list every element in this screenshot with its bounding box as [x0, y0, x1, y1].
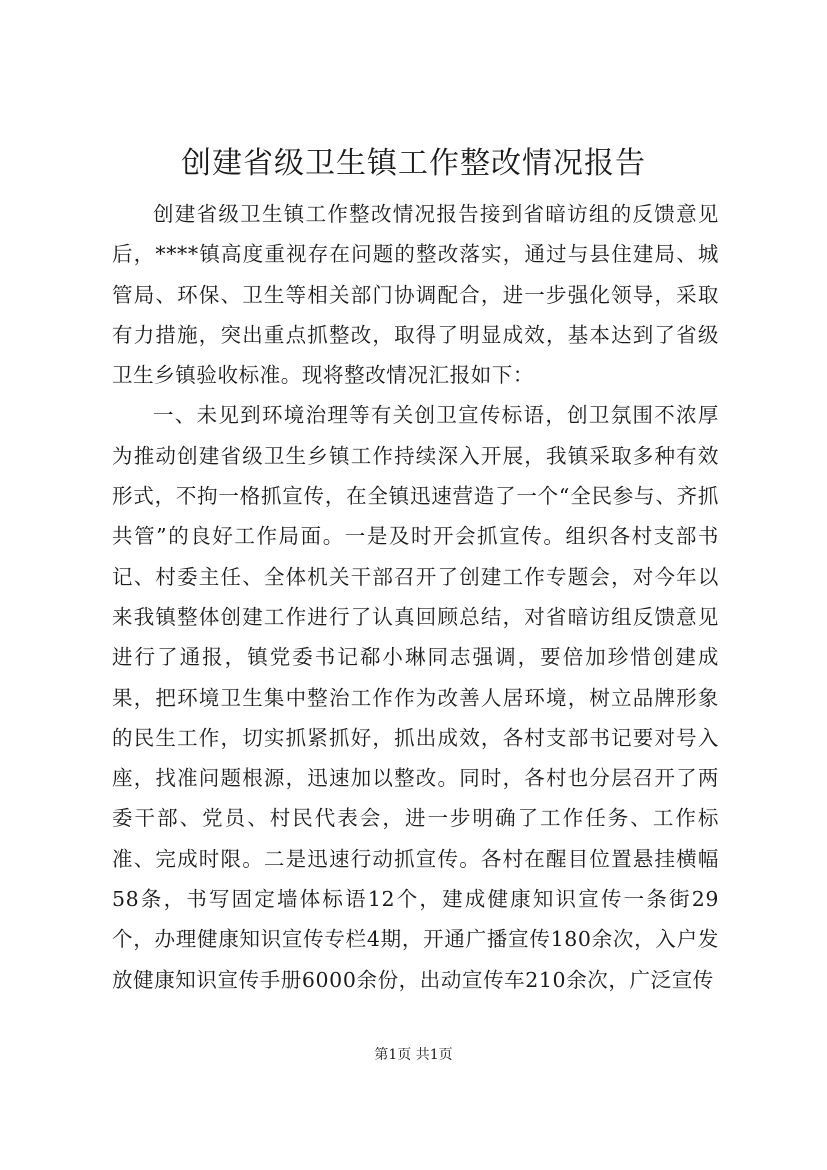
- page-footer: 第1页 共1页: [374, 1047, 453, 1063]
- paragraph-section-1: 一、未见到环境治理等有关创卫宣传标语，创卫氛围不浓厚为推动创建省级卫生乡镇工作持续深入开展，我镇采取多种有效形式，不拘一格抓宣传，在全镇迅速营造了一个“全民参与、齐抓共管”的良好工作局面。一是及时开会抓宣传。组织各村支部书记、村委主任、全体机关干部召开了创建工作专题会，对今年以来我镇整体创建工作进行了认真回顾总结，对省暗访组反馈意见进行了通报，镇党委书记郗小琳同志强调，要倍加珍惜创建成果，把环境卫生集中整治工作作为改善人居环境，树立品牌形象的民生工作，切实抓紧抓好，抓出成效，各村支部书记要对号入座，找准问题根源，迅速加以整改。同时，各村也分层召开了两委干部、党员、村民代表会，进一步明确了工作任务、工作标准、完成时限。二是迅速行动抓宣传。各村在醒目位置悬挂横幅58条，书写固定墙体标语12个，建成健康知识宣传一条街29个，办理健康知识宣传专栏4期，开通广播宣传180余次，入户发放健康知识宣传手册6000余份，出动宣传车210余次，广泛宣传: [112, 403, 719, 992]
- paragraph-intro: 创建省级卫生镇工作整改情况报告接到省暗访组的反馈意见后，****镇高度重视存在问题的整改落实，通过与县住建局、城管局、环保、卫生等相关部门协调配合，进一步强化领导，采取有力措施，突出重点抓整改，取得了明显成效，基本达到了省级卫生乡镇验收标准。现将整改情况汇报如下：: [112, 202, 719, 388]
- document-body: [112, 194, 719, 1000]
- document-title: 创建省级卫生镇工作整改情况报告: [181, 146, 646, 181]
